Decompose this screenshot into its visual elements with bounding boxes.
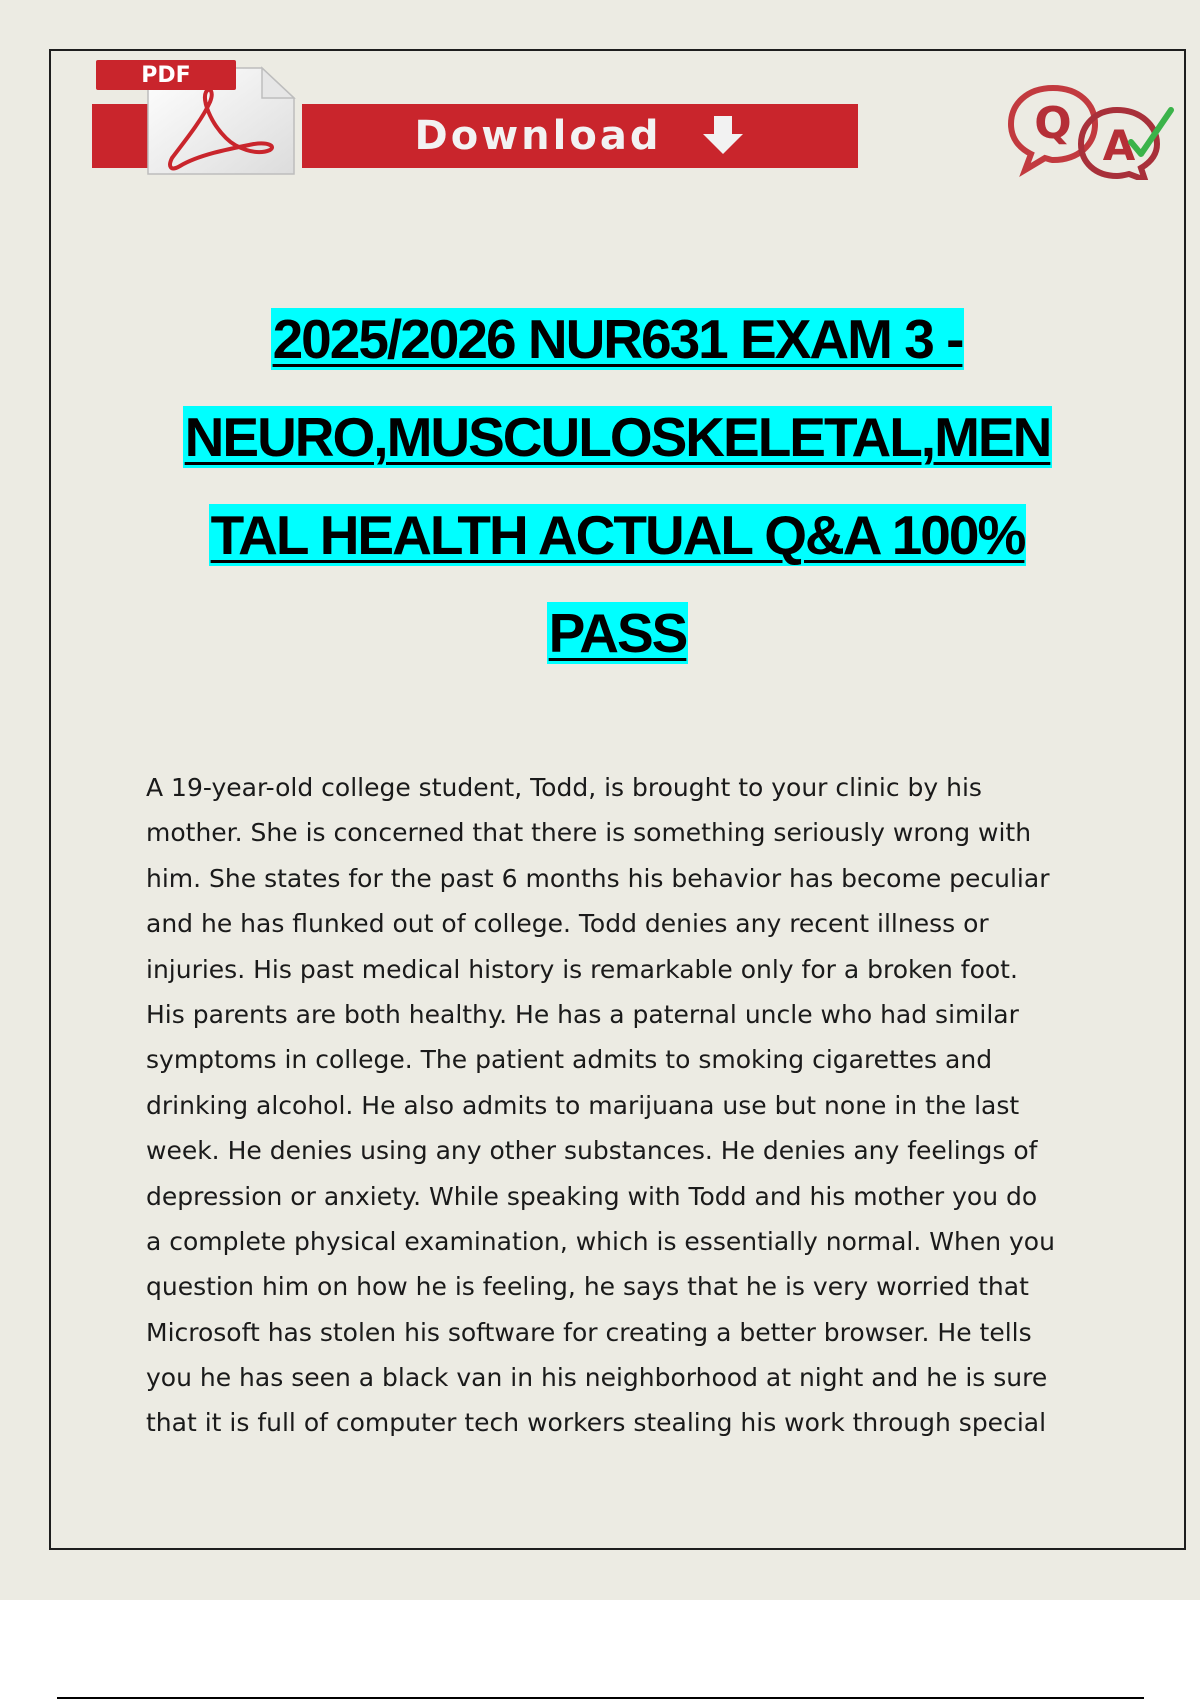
paragraph-line: drinking alcohol. He also admits to marijuana use but none in the last xyxy=(146,1090,1020,1120)
down-arrow-icon xyxy=(701,116,745,156)
paragraph-line: His parents are both healthy. He has a paternal uncle who had similar xyxy=(146,999,1019,1029)
banner-left-bar xyxy=(92,104,152,168)
paragraph-line: and he has flunked out of college. Todd denies any recent illness or xyxy=(146,909,989,939)
paragraph-line: question him on how he is feeling, he says that he is very worried that xyxy=(146,1272,1029,1302)
document-title xyxy=(60,290,1175,682)
paragraph-line: a complete physical examination, which is essentially normal. When you xyxy=(146,1226,1055,1256)
question-paragraph xyxy=(146,765,1106,1446)
title-line: TAL HEALTH ACTUAL Q&A 100% xyxy=(210,504,1025,566)
title-line: PASS xyxy=(548,602,687,664)
qa-logo-q: Q xyxy=(1034,98,1072,149)
paragraph-line: Microsoft has stolen his software for creating a better browser. He tells xyxy=(146,1317,1032,1347)
download-button[interactable] xyxy=(302,104,858,168)
paragraph-line: A 19-year-old college student, Todd, is brought to your clinic by his xyxy=(146,773,982,802)
paragraph-line: you he has seen a black van in his neighborhood at night and he is sure xyxy=(146,1363,1048,1393)
title-line: 2025/2026 NUR631 EXAM 3 - xyxy=(272,308,963,370)
paragraph-line: depression or anxiety. While speaking with Todd and his mother you do xyxy=(146,1181,1038,1211)
paragraph-line: that it is full of computer tech workers stealing his work through special xyxy=(146,1408,1047,1438)
qa-logo xyxy=(1005,80,1175,180)
pdf-badge: PDF xyxy=(96,60,236,90)
qa-logo-a: A xyxy=(1102,121,1136,170)
title-line: NEURO,MUSCULOSKELETAL,MEN xyxy=(184,406,1051,468)
paragraph-line: mother. She is concerned that there is something seriously wrong with xyxy=(146,818,1032,848)
paragraph-line: week. He denies using any other substances. He denies any feelings of xyxy=(146,1136,1038,1166)
paragraph-line: him. She states for the past 6 months his behavior has become peculiar xyxy=(146,863,1050,893)
download-banner[interactable] xyxy=(92,58,858,176)
paragraph-line: injuries. His past medical history is remarkable only for a broken foot. xyxy=(146,954,1018,984)
paragraph-line: symptoms in college. The patient admits to smoking cigarettes and xyxy=(146,1045,993,1075)
download-label: Download xyxy=(414,113,662,159)
bottom-divider xyxy=(57,1697,1144,1699)
